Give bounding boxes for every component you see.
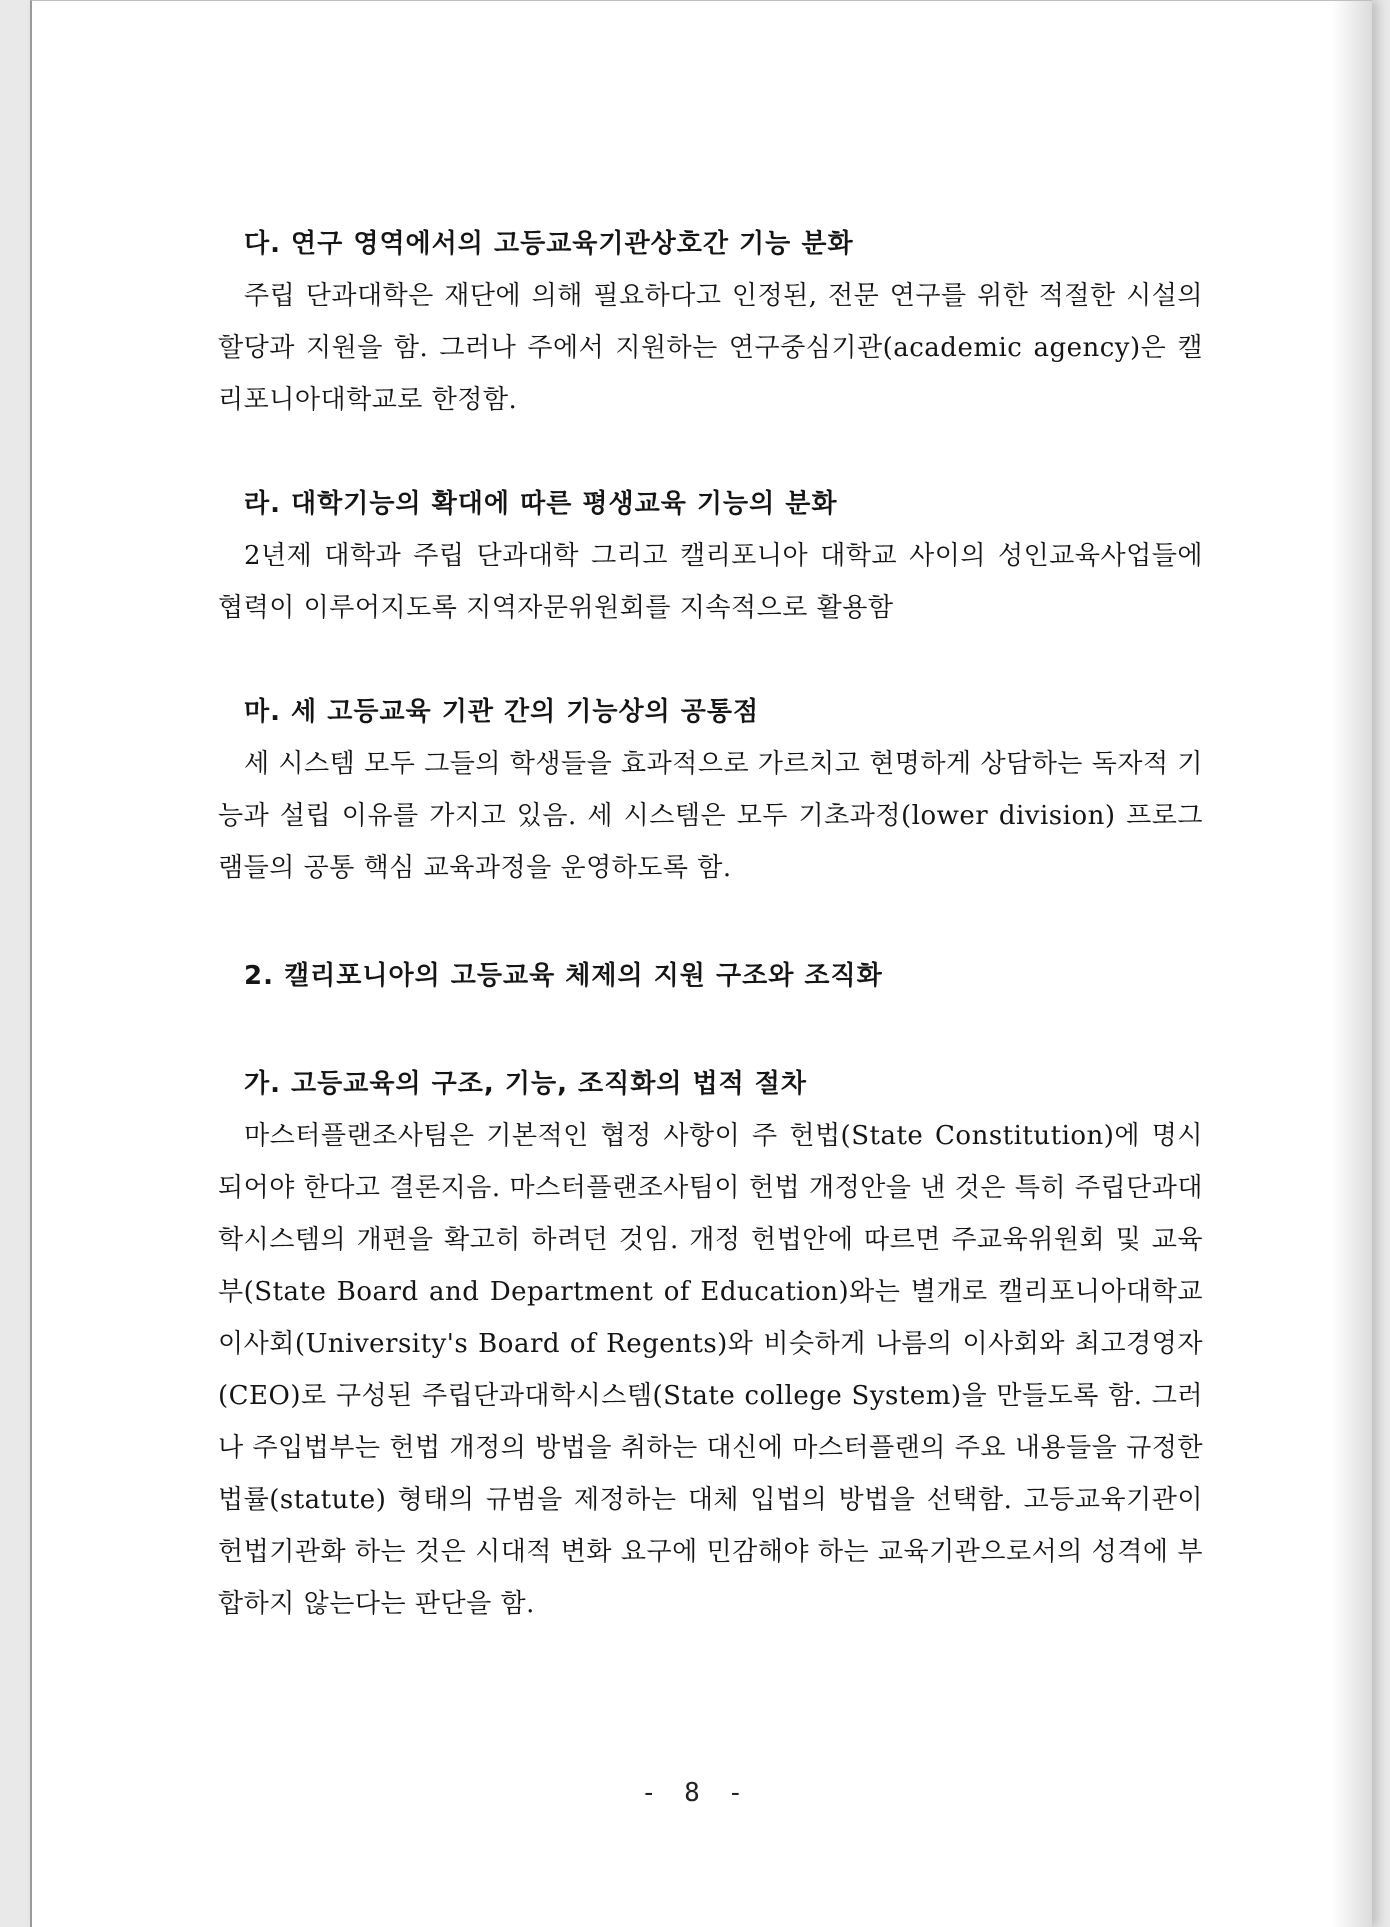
section-heading: 다. 연구 영역에서의 고등교육기관상호간 기능 분화 bbox=[244, 229, 854, 259]
section-research-function bbox=[218, 218, 1203, 426]
section-heading: 가. 고등교육의 구조, 기능, 조직화의 법적 절차 bbox=[244, 1069, 808, 1099]
section-common-functions bbox=[218, 686, 1203, 894]
section-body: 마스터플랜조사팀은 기본적인 협정 사항이 주 헌법(State Constitution)에 명시되어야 한다고 결론지음. 마스터플랜조사팀이 헌법 개정안을 낸 것은 특히 주립단과대학시스템의 개편을 확고히 하려던 것임. 개정 헌법안에 따르면 주교육위원회 및 교육부(State Board and Department of Education)와는 별개로 캘리포니아대학교 이사회(University's Board of Regents)와 비슷하게 나름의 이사회와 최고경영자(CEO)로 구성된 주립단과대학시스템(State college System)을 만들도록 함. 그러나 주입법부는 헌법 개정의 방법을 취하는 대신에 마스터플랜의 주요 내용들을 규정한 법률(statute) 형태의 규범을 제정하는 대체 입법의 방법을 선택함. 고등교육기관이 헌법기관화 하는 것은 시대적 변화 요구에 민감해야 하는 교육기관으로서의 성격에 부합하지 않는다는 판단을 함. bbox=[218, 1121, 1203, 1619]
section-heading: 라. 대학기능의 확대에 따른 평생교육 기능의 분화 bbox=[244, 489, 838, 519]
section-heading: 마. 세 고등교육 기관 간의 기능상의 공통점 bbox=[244, 697, 760, 727]
section-body: 세 시스템 모두 그들의 학생들을 효과적으로 가르치고 현명하게 상담하는 독자적 기능과 설립 이유를 가지고 있음. 세 시스템은 모두 기초과정(lower division) 프로그램들의 공통 핵심 교육과정을 운영하도록 함. bbox=[218, 749, 1203, 883]
section-legal-procedure bbox=[218, 1058, 1203, 1630]
page-number: - 8 - bbox=[640, 1778, 750, 1808]
chapter-heading: 2. 캘리포니아의 고등교육 체제의 지원 구조와 조직화 bbox=[244, 961, 883, 991]
section-support-structure bbox=[218, 950, 1203, 1002]
section-body: 2년제 대학과 주립 단과대학 그리고 캘리포니아 대학교 사이의 성인교육사업들에 협력이 이루어지도록 지역자문위원회를 지속적으로 활용함 bbox=[218, 541, 1203, 623]
section-lifelong-education bbox=[218, 478, 1203, 634]
page-edge-shadow bbox=[1332, 1, 1372, 1927]
document-content bbox=[218, 218, 1203, 1630]
section-body: 주립 단과대학은 재단에 의해 필요하다고 인정된, 전문 연구를 위한 적절한 시설의 할당과 지원을 함. 그러나 주에서 지원하는 연구중심기관(academic agency)은 캘리포니아대학교로 한정함. bbox=[218, 281, 1203, 415]
